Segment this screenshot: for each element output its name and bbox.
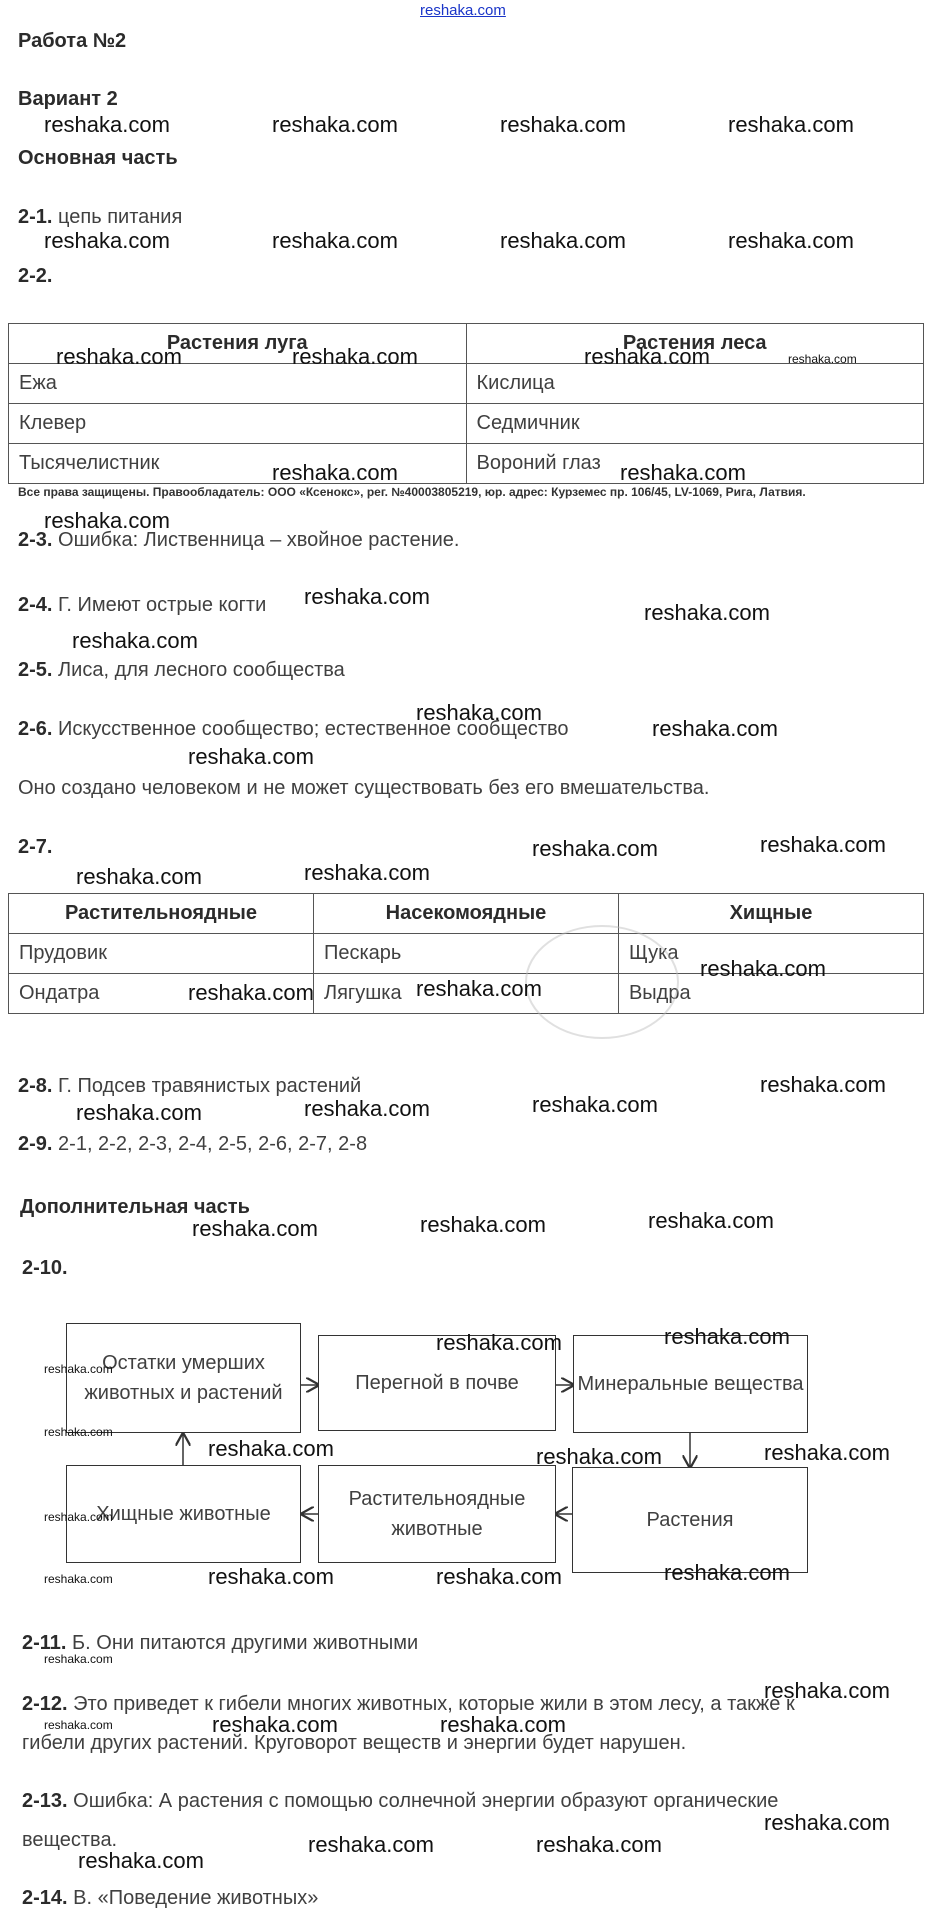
watermark: reshaka.com xyxy=(584,344,710,369)
table-cell: Щука xyxy=(618,934,923,974)
answer-number: 2-12. xyxy=(22,1693,68,1715)
watermark: reshaka.com xyxy=(44,1718,113,1732)
watermark: reshaka.com xyxy=(532,836,658,861)
watermark: reshaka.com xyxy=(664,1560,790,1585)
answer-number: 2-10. xyxy=(22,1257,68,1279)
table-header: Хищные xyxy=(618,894,923,934)
watermark: reshaka.com xyxy=(728,228,854,253)
answer-text: Лиса, для лесного сообщества xyxy=(58,659,345,681)
extra-section-heading: Дополнительная часть xyxy=(20,1196,250,1218)
answer-number: 2-5. xyxy=(18,659,53,681)
watermark: reshaka.com xyxy=(644,600,770,625)
watermark: reshaka.com xyxy=(536,1832,662,1857)
watermark: reshaka.com xyxy=(760,1072,886,1097)
answer-number: 2-14. xyxy=(22,1887,68,1909)
watermark: reshaka.com xyxy=(500,228,626,253)
watermark: reshaka.com xyxy=(440,1712,566,1737)
watermark: reshaka.com xyxy=(500,112,626,137)
watermark: reshaka.com xyxy=(532,1092,658,1117)
main-section-heading: Основная часть xyxy=(18,147,178,169)
answer-number: 2-6. xyxy=(18,718,53,740)
watermark: reshaka.com xyxy=(304,860,430,885)
watermark: reshaka.com xyxy=(72,628,198,653)
watermark: reshaka.com xyxy=(648,1208,774,1233)
site-link[interactable]: reshaka.com xyxy=(420,2,506,19)
answer-number: 2-11. xyxy=(22,1632,67,1654)
table-cell: Ондатра xyxy=(9,974,314,1014)
table-cell: Седмичник xyxy=(466,404,924,444)
table-cell: Тысячелистник xyxy=(9,444,467,484)
answer-number: 2-1. xyxy=(18,206,53,228)
table-cell: Клевер xyxy=(9,404,467,444)
watermark: reshaka.com xyxy=(192,1216,318,1241)
watermark: reshaka.com xyxy=(76,1100,202,1125)
diagram-box-herbivores: Растительноядные животные xyxy=(318,1465,556,1563)
watermark: reshaka.com xyxy=(188,980,314,1005)
watermark: reshaka.com xyxy=(664,1324,790,1349)
answer-2-12 xyxy=(22,1693,795,1716)
answer-text: Ошибка: А растения с помощью солнечной энергии образуют органические xyxy=(73,1790,779,1812)
watermark: reshaka.com xyxy=(436,1330,562,1355)
watermark: reshaka.com xyxy=(272,460,398,485)
watermark: reshaka.com xyxy=(212,1712,338,1737)
table-header: Растительноядные xyxy=(9,894,314,934)
answer-number: 2-8. xyxy=(18,1075,53,1097)
watermark: reshaka.com xyxy=(78,1848,204,1873)
watermark: reshaka.com xyxy=(44,1425,113,1439)
watermark: reshaka.com xyxy=(728,112,854,137)
page-title: Работа №2 xyxy=(18,30,127,52)
table-cell: Прудовик xyxy=(9,934,314,974)
answer-2-13 xyxy=(22,1790,778,1813)
watermark: reshaka.com xyxy=(44,508,170,533)
answer-number: 2-4. xyxy=(18,594,53,616)
table-cell: Лягушка xyxy=(313,974,618,1014)
answer-text: Искусственное сообщество; естественное сообщество xyxy=(58,718,569,740)
watermark: reshaka.com xyxy=(44,1652,113,1666)
watermark: reshaka.com xyxy=(56,344,182,369)
answer-2-13-line2: вещества. xyxy=(22,1829,118,1851)
watermark: reshaka.com xyxy=(652,716,778,741)
watermark: reshaka.com xyxy=(292,344,418,369)
watermark: reshaka.com xyxy=(764,1678,890,1703)
answer-number: 2-3. xyxy=(18,529,53,551)
answer-text: Г. Подсев травянистых растений xyxy=(58,1075,362,1097)
diagram-box-humus: Перегной в почве xyxy=(318,1335,556,1431)
answer-text: В. «Поведение животных» xyxy=(73,1887,319,1909)
diagram-box-remains: Остатки умерших животных и растений xyxy=(66,1323,301,1433)
table-cell: Кислица xyxy=(466,364,924,404)
table-header: Растения леса xyxy=(466,324,924,364)
watermark: reshaka.com xyxy=(620,460,746,485)
watermark: reshaka.com xyxy=(536,1444,662,1469)
watermark: reshaka.com xyxy=(208,1564,334,1589)
watermark: reshaka.com xyxy=(44,228,170,253)
table-header: Растения луга xyxy=(9,324,467,364)
table-cell: Вороний глаз xyxy=(466,444,924,484)
answer-number: 2-2. xyxy=(18,265,53,287)
watermark: reshaka.com xyxy=(304,584,430,609)
answer-2-12-line2: гибели других растений. Круговорот веществ и энергии будет нарушен. xyxy=(22,1732,687,1754)
watermark: reshaka.com xyxy=(44,1510,113,1524)
watermark: reshaka.com xyxy=(760,832,886,857)
answer-2-14 xyxy=(22,1887,318,1910)
watermark: reshaka.com xyxy=(420,1212,546,1237)
answer-text: Это приведет к гибели многих животных, которые жили в этом лесу, а также к xyxy=(73,1693,795,1715)
answer-number: 2-9. xyxy=(18,1133,53,1155)
watermark: reshaka.com xyxy=(76,864,202,889)
watermark: reshaka.com xyxy=(188,744,314,769)
diagram-box-plants: Растения xyxy=(572,1467,808,1573)
diagram-box-minerals: Минеральные вещества xyxy=(573,1335,808,1433)
watermark: reshaka.com xyxy=(44,1572,113,1586)
answer-number: 2-7. xyxy=(18,836,53,858)
table-cell: Ежа xyxy=(9,364,467,404)
answer-text: цепь питания xyxy=(58,206,183,228)
answer-text: Г. Имеют острые когти xyxy=(58,594,267,616)
watermark: reshaka.com xyxy=(272,228,398,253)
watermark: reshaka.com xyxy=(416,700,542,725)
watermark: reshaka.com xyxy=(208,1436,334,1461)
answer-2-6-explanation: Оно создано человеком и не может существовать без его вмешательства. xyxy=(18,777,710,799)
watermark: reshaka.com xyxy=(272,112,398,137)
diagram-box-predators: Хищные животные xyxy=(66,1465,301,1563)
watermark: reshaka.com xyxy=(764,1810,890,1835)
answer-text: Ошибка: Лиственница – хвойное растение. xyxy=(58,529,460,551)
answer-number: 2-13. xyxy=(22,1790,68,1812)
table-cell: Пескарь xyxy=(313,934,618,974)
table-header: Насекомоядные xyxy=(313,894,618,934)
answer-text: 2-1, 2-2, 2-3, 2-4, 2-5, 2-6, 2-7, 2-8 xyxy=(58,1133,368,1155)
watermark: reshaka.com xyxy=(44,1362,113,1376)
watermark: reshaka.com xyxy=(44,112,170,137)
watermark: reshaka.com xyxy=(436,1564,562,1589)
watermark: reshaka.com xyxy=(764,1440,890,1465)
watermark: reshaka.com xyxy=(416,976,542,1001)
watermark: reshaka.com xyxy=(788,352,857,366)
watermark: reshaka.com xyxy=(308,1832,434,1857)
rights-notice: Все права защищены. Правообладатель: ООО «Ксенокс», рег. №40003805219, юр. адрес: Курземес пр. 106/45, LV-1069, Рига, Латвия. xyxy=(18,485,806,499)
answer-text: Б. Они питаются другими животными xyxy=(72,1632,419,1654)
variant-heading: Вариант 2 xyxy=(18,88,118,110)
watermark: reshaka.com xyxy=(304,1096,430,1121)
table-cell: Выдра xyxy=(618,974,923,1014)
watermark: reshaka.com xyxy=(700,956,826,981)
